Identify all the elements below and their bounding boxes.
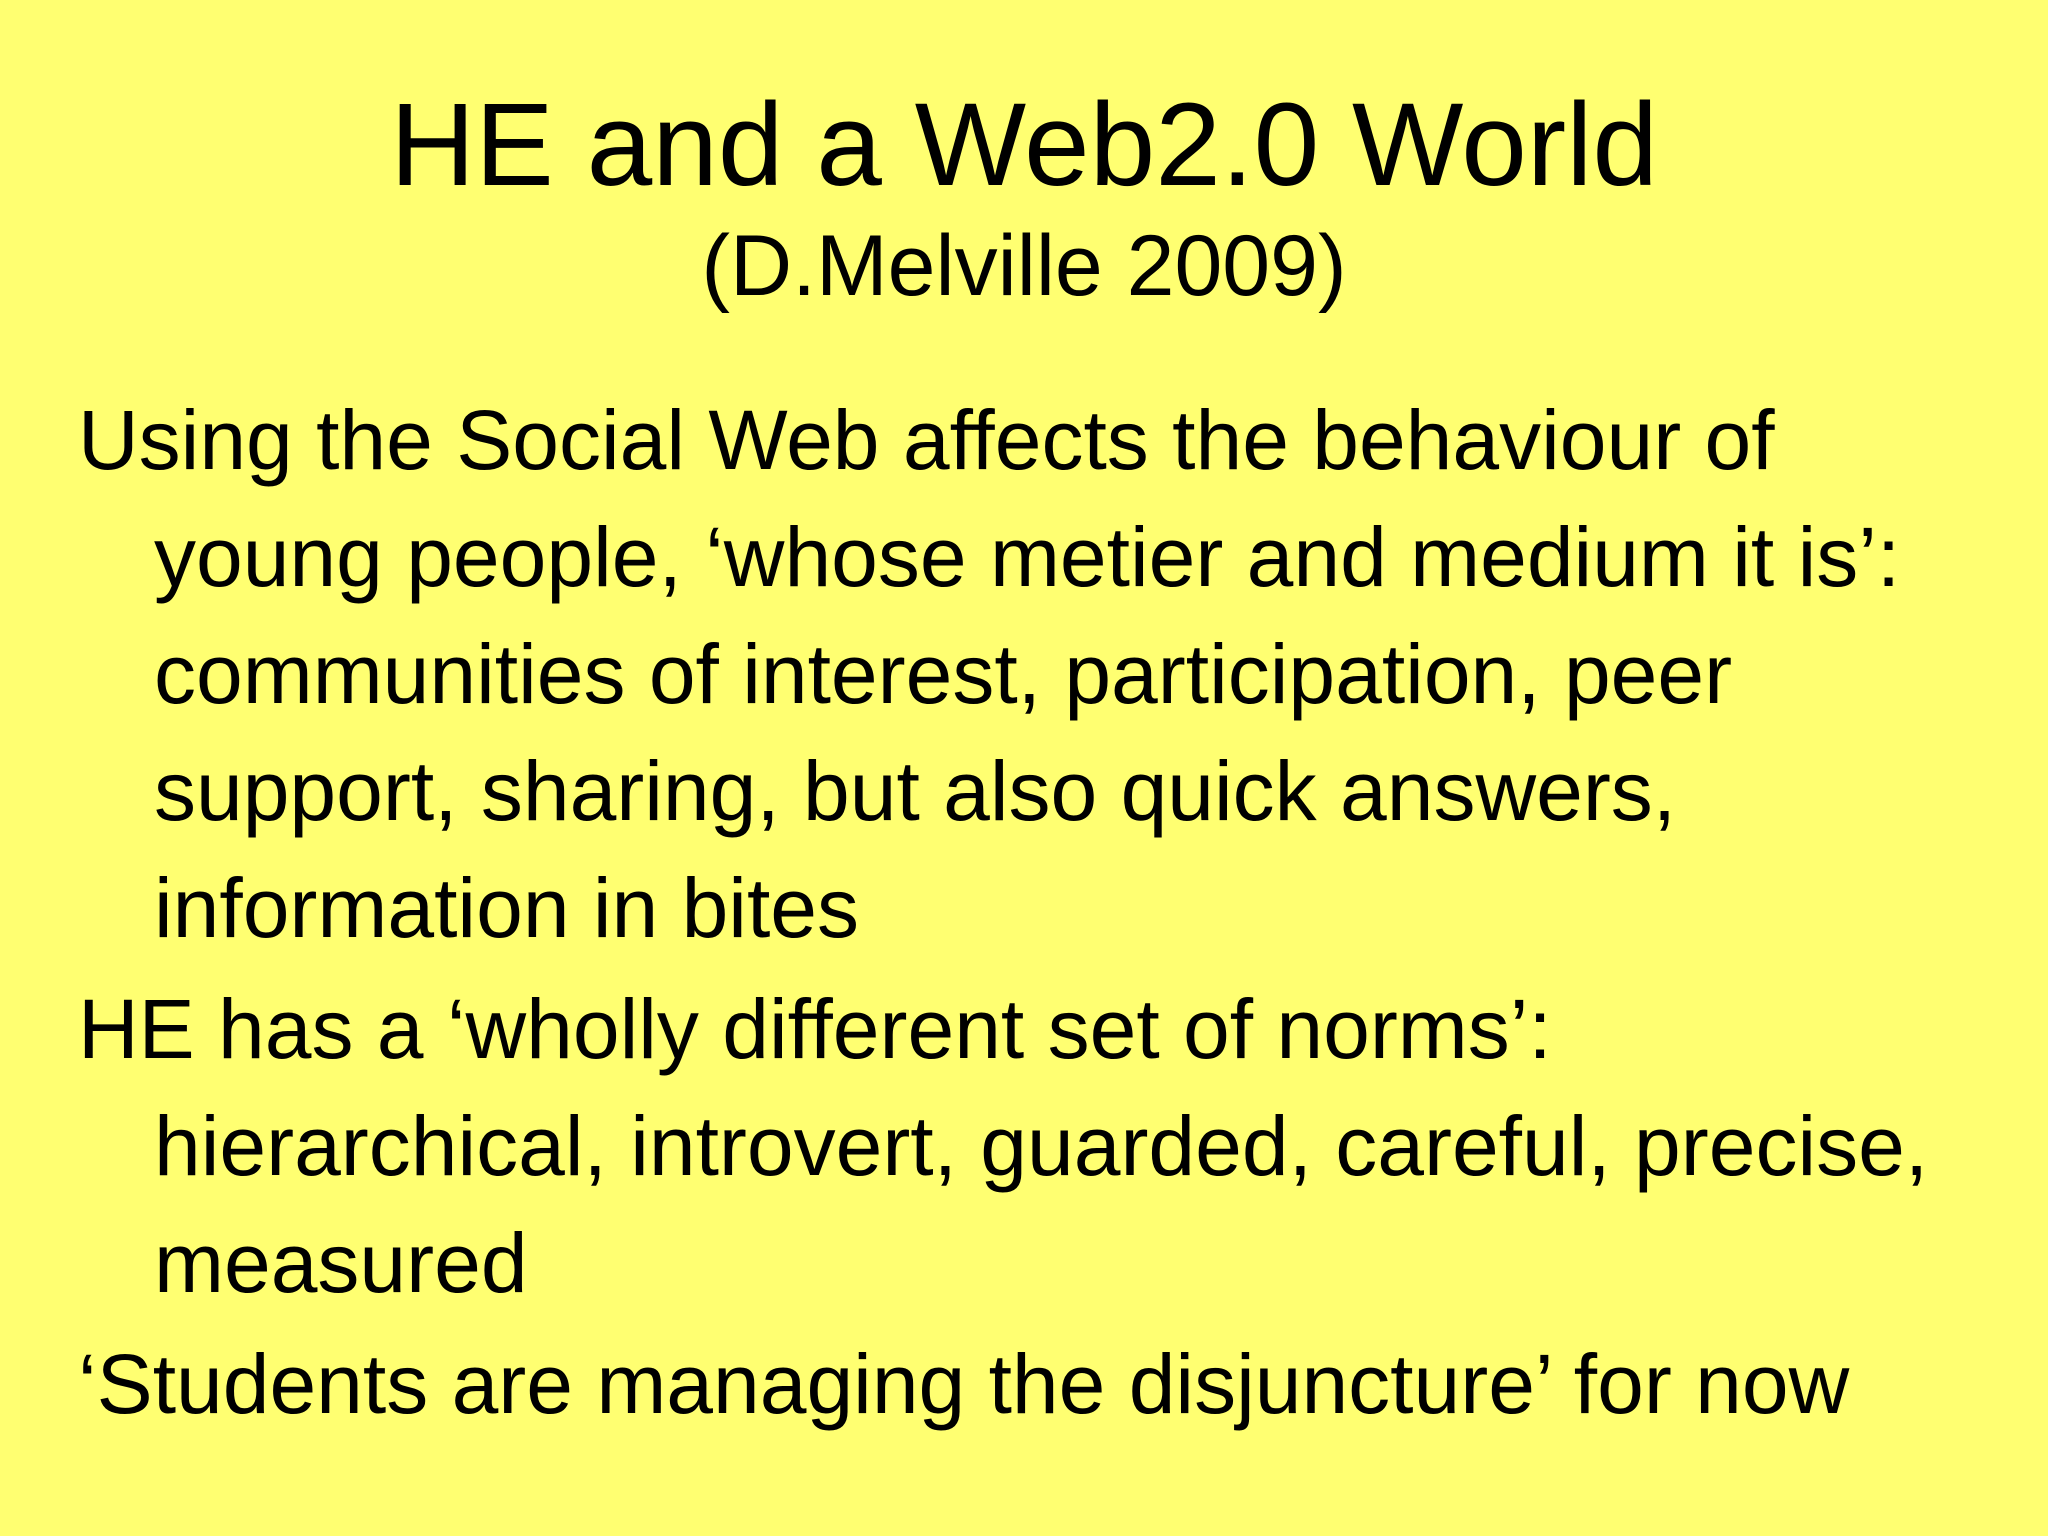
paragraph-he-norms: HE has a ‘wholly different set of norms’: hierarchical, introvert, guarded, careful, precise, measured xyxy=(78,982,1929,1310)
slide-title: HE and a Web2.0 World xyxy=(389,79,1659,211)
slide-subtitle: (D.Melville 2009) xyxy=(701,218,1347,314)
title-block xyxy=(0,78,2048,320)
paragraph-students-disjuncture: ‘Students are managing the disjuncture’ for now xyxy=(78,1337,1850,1431)
paragraph-social-web: Using the Social Web affects the behaviour of young people, ‘whose metier and medium it is’: communities of interest, participation, peer support, sharing, but also quick answers, information in bites xyxy=(78,393,1901,955)
slide-body xyxy=(78,382,2018,1447)
